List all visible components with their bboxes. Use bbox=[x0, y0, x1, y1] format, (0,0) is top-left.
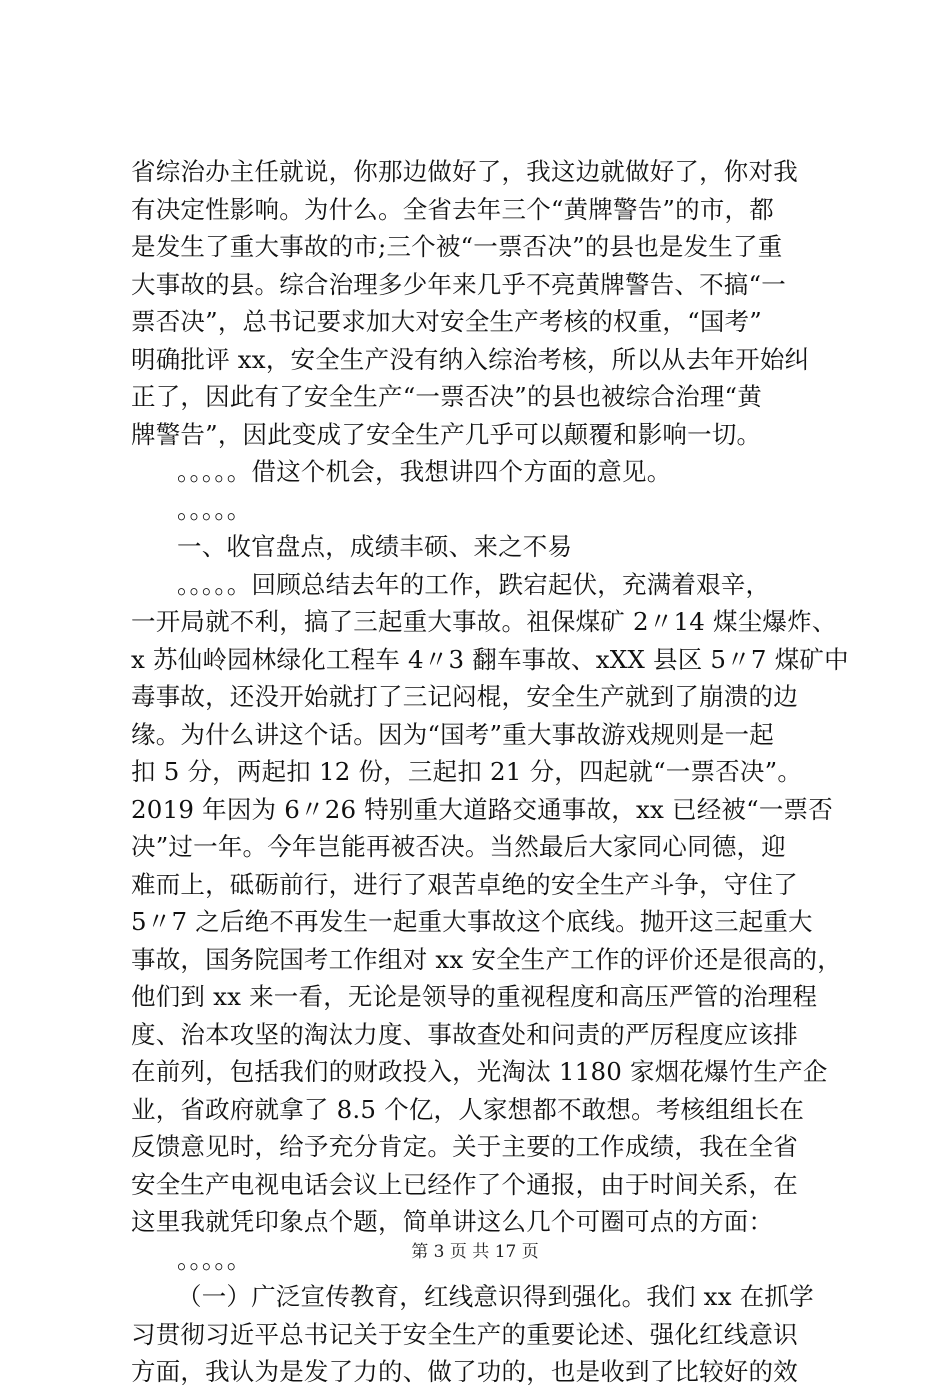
text-line: 难而上，砥砺前行，进行了艰苦卓绝的安全生产斗争，守住了 bbox=[131, 869, 798, 899]
text-line: 。。。。。 bbox=[177, 494, 252, 524]
text-line: 。。。。。 bbox=[177, 1244, 252, 1274]
text-line: 扣 5 分，两起扣 12 份，三起扣 21 分，四起就“一票否决”。 bbox=[131, 757, 803, 786]
text-line: 2019 年因为 6〃26 特别重大道路交通事故，xx 已经被“一票否 bbox=[131, 794, 833, 824]
text-line: 决”过一年。今年岂能再被否决。当然最后大家同心同德，迎 bbox=[131, 832, 786, 861]
text-line: 习贯彻习近平总书记关于安全生产的重要论述、强化红线意识 bbox=[131, 1319, 798, 1349]
section-heading: 一、收官盘点，成绩丰硕、来之不易 bbox=[177, 532, 573, 561]
text-line: 事故，国务院国考工作组对 xx 安全生产工作的评价还是很高的， bbox=[131, 944, 842, 974]
text-line: 缘。为什么讲这个话。因为“国考”重大事故游戏规则是一起 bbox=[131, 719, 774, 749]
text-line: 毒事故，还没开始就打了三记闷棍，安全生产就到了崩溃的边 bbox=[131, 682, 798, 711]
text-line: 大事故的县。综合治理多少年来几乎不亮黄牌警告、不搞“一 bbox=[131, 269, 786, 299]
document-body bbox=[131, 153, 849, 1391]
text-line: 。。。。。借这个机会，我想讲四个方面的意见。 bbox=[177, 457, 672, 486]
text-line: 5〃7 之后绝不再发生一起重大事故这个底线。抛开这三起重大 bbox=[131, 907, 813, 936]
text-line: 票否决”，总书记要求加大对安全生产考核的权重，“国考” bbox=[131, 307, 762, 336]
text-line: （一）广泛宣传教育，红线意识得到强化。我们 xx 在抓学 bbox=[177, 1282, 814, 1311]
text-line: 在前列，包括我们的财政投入，光淘汰 1180 家烟花爆竹生产企 bbox=[131, 1057, 828, 1086]
text-line: 明确批评 xx，安全生产没有纳入综治考核，所以从去年开始纠 bbox=[131, 344, 810, 374]
text-line: 。。。。。回顾总结去年的工作，跌宕起伏，充满着艰辛， bbox=[177, 569, 771, 599]
text-line: 牌警告”，因此变成了安全生产几乎可以颠覆和影响一切。 bbox=[131, 419, 762, 449]
text-line: 度、治本攻坚的淘汰力度、事故查处和问责的严厉程度应该排 bbox=[131, 1019, 798, 1049]
text-line: 安全生产电视电话会议上已经作了个通报，由于时间关系，在 bbox=[131, 1169, 798, 1199]
text-line: 一开局就不利，搞了三起重大事故。祖保煤矿 2〃14 煤尘爆炸、 bbox=[131, 607, 837, 636]
text-line: 他们到 xx 来一看，无论是领导的重视程度和高压严管的治理程 bbox=[131, 982, 818, 1011]
text-line: 是发生了重大事故的市;三个被“一票否决”的县也是发生了重 bbox=[131, 232, 783, 261]
text-line: x 苏仙岭园林绿化工程车 4〃3 翻车事故、xXX 县区 5〃7 煤矿中 bbox=[131, 644, 849, 674]
text-line: 反馈意见时，给予充分肯定。关于主要的工作成绩，我在全省 bbox=[131, 1132, 798, 1161]
text-line: 省综治办主任就说，你那边做好了，我这边就做好了，你对我 bbox=[131, 157, 798, 186]
text-line: 这里我就凭印象点个题，简单讲这么几个可圈可点的方面： bbox=[131, 1207, 774, 1236]
page-footer: 第 3 页 共 17 页 bbox=[411, 1242, 539, 1262]
text-line: 业，省政府就拿了 8.5 个亿，人家想都不敢想。考核组组长在 bbox=[131, 1094, 805, 1124]
text-line: 正了，因此有了安全生产“一票否决”的县也被综合治理“黄 bbox=[131, 382, 762, 411]
text-line: 方面，我认为是发了力的、做了功的，也是收到了比较好的效 bbox=[131, 1357, 798, 1386]
text-line: 有决定性影响。为什么。全省去年三个“黄牌警告”的市，都 bbox=[131, 194, 774, 224]
